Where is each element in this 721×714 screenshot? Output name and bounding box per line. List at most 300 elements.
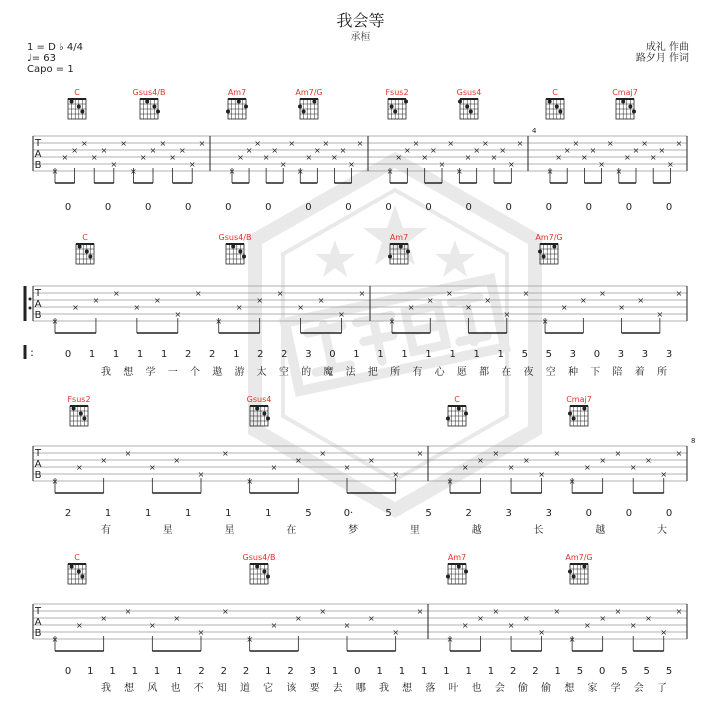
pluck-mark: × (416, 607, 424, 616)
jianpu-note: 1 (465, 666, 472, 677)
chord-name: Am7 (389, 233, 409, 242)
jianpu-note: 0 (665, 202, 673, 213)
pluck-mark: × (538, 628, 545, 637)
jianpu-note: 1 (497, 349, 504, 360)
pluck-mark: × (339, 146, 347, 155)
chord-finger-dot (80, 110, 84, 114)
lyric-character: 学 (145, 367, 156, 378)
pluck-mark: × (367, 614, 375, 623)
pluck-mark: × (507, 621, 515, 630)
jianpu-note: 0 (599, 666, 606, 677)
jianpu-note: 1 (136, 349, 144, 360)
repeat-dot (29, 307, 32, 310)
pluck-mark: × (245, 146, 253, 155)
jianpu-note: 5 (305, 508, 312, 519)
chord-finger-dot (572, 417, 576, 421)
chord-finger-dot (156, 110, 160, 114)
jianpu-note: 1 (233, 349, 240, 360)
pluck-mark: × (51, 317, 59, 326)
pluck-mark: × (599, 614, 607, 623)
chord-finger-dot (255, 565, 259, 569)
chord-finger-dot (393, 110, 397, 114)
pluck-mark: × (319, 607, 327, 616)
pluck-mark: × (139, 153, 147, 162)
jianpu-note: 0 (329, 349, 336, 360)
chord-finger-dot (312, 100, 316, 104)
jianpu-note: 0 (425, 202, 432, 213)
jianpu-note: 2 (257, 349, 264, 360)
chord-finger-dot (568, 570, 572, 574)
lyric-character: 把 (367, 367, 378, 378)
pluck-mark: × (197, 628, 205, 637)
chord-name: Am7 (447, 553, 467, 562)
singer-name: 承桓 (350, 32, 371, 43)
pluck-mark: × (618, 303, 625, 312)
pluck-mark: × (584, 621, 591, 630)
jianpu-note: 1 (265, 508, 272, 519)
pluck-mark: × (492, 607, 500, 616)
pluck-mark: × (358, 289, 366, 298)
jianpu-note: 1 (153, 666, 161, 677)
pluck-mark: × (348, 160, 355, 169)
pluck-mark: × (100, 456, 108, 465)
pluck-mark: × (294, 614, 302, 623)
chord-finger-dot (457, 565, 461, 569)
pluck-mark: × (481, 139, 489, 148)
pluck-mark: × (288, 139, 296, 148)
chord-finger-dot (542, 255, 546, 259)
jianpu-note: 0 (585, 508, 593, 519)
chord-finger-dot (465, 105, 469, 109)
jianpu-note: 1 (331, 666, 339, 677)
pluck-mark: × (446, 635, 454, 644)
pluck-mark: × (407, 303, 415, 312)
jianpu-note: 1 (185, 508, 192, 519)
pluck-mark: × (173, 456, 181, 465)
pluck-mark: × (386, 167, 394, 176)
pluck-mark: × (90, 153, 98, 162)
pluck-mark: × (522, 614, 530, 623)
lyric-character: 有 (412, 367, 423, 378)
lyric-character: 夜 (523, 367, 534, 378)
pluck-mark: × (675, 607, 683, 616)
lyric-character: 心 (434, 367, 445, 378)
chord-name: Am7 (227, 88, 247, 97)
chord-finger-dot (548, 100, 552, 104)
pluck-mark: × (221, 607, 229, 616)
chord-name: C (74, 88, 80, 97)
lyric-character: 知 (216, 683, 227, 694)
lyric-character: 都 (479, 367, 490, 378)
chord-finger-dot (446, 417, 450, 421)
chord-finger-dot (538, 250, 542, 254)
pluck-mark: × (270, 463, 278, 472)
chord-finger-dot (238, 250, 242, 254)
jianpu-note: 5 (385, 508, 392, 519)
lyric-character: 个 (189, 367, 200, 378)
chord-finger-dot (582, 565, 586, 569)
pluck-mark: × (159, 139, 167, 148)
chord-finger-dot (266, 575, 270, 579)
lyric-character: 想 (402, 683, 413, 694)
chord-name: Am7/G (565, 553, 593, 562)
lyric-character: 越 (471, 525, 482, 536)
pluck-mark: × (637, 296, 645, 305)
jianpu-note: 1 (487, 666, 495, 677)
chord-finger-dot (80, 575, 84, 579)
jianpu-note: 1 (376, 666, 383, 677)
chord-finger-dot (77, 570, 81, 574)
jianpu-note: 0 (465, 202, 472, 213)
jianpu-note: 0 (354, 666, 361, 677)
pluck-mark: × (579, 296, 587, 305)
jianpu-note: 1 (225, 508, 232, 519)
chord-finger-dot (226, 110, 230, 114)
lyric-character: 一 (167, 367, 178, 378)
pluck-mark: × (322, 139, 330, 148)
jianpu-note: 0 (625, 508, 633, 519)
tab-clef-letter: T (34, 138, 42, 149)
pluck-mark: × (568, 477, 576, 486)
pluck-mark: × (606, 139, 614, 148)
pluck-mark: × (148, 621, 156, 630)
jianpu-note: 1 (377, 349, 384, 360)
chord-finger-dot (457, 407, 461, 411)
jianpu-note: 5 (576, 666, 584, 677)
lyric-character: 道 (240, 683, 250, 694)
pluck-mark: × (473, 146, 481, 155)
jianpu-note: 1 (88, 349, 96, 360)
measure-number: 8 (691, 437, 696, 445)
jianpu-note: 2 (198, 666, 205, 677)
jianpu-note: 2 (532, 666, 539, 677)
pluck-mark: × (100, 146, 108, 155)
jianpu-note: 5 (545, 349, 552, 360)
pluck-mark: × (629, 463, 637, 472)
lyric-character: 想 (564, 683, 575, 694)
pluck-mark: × (72, 303, 79, 312)
jianpu-note: 3 (617, 349, 625, 360)
lyric-character: 种 (568, 367, 579, 378)
pluck-mark: × (317, 296, 325, 305)
pluck-mark: × (270, 621, 278, 630)
chord-finger-dot (237, 100, 241, 104)
pluck-mark: × (331, 153, 338, 162)
pluck-mark: × (465, 303, 472, 312)
jianpu-note: 1 (104, 508, 112, 519)
pluck-mark: × (477, 614, 484, 623)
pluck-mark: × (356, 139, 364, 148)
lyric-character: 法 (345, 367, 356, 378)
pluck-mark: × (503, 310, 511, 319)
lyric-character: 的 (301, 367, 312, 378)
jianpu-note: 3 (545, 508, 552, 519)
pluck-mark: × (598, 160, 605, 169)
lyric-character: 空 (278, 367, 289, 378)
pluck-mark: × (113, 289, 120, 298)
chord-finger-dot (469, 110, 473, 114)
chord-name: Gsus4/B (218, 233, 252, 242)
chord-name: Gsus4/B (242, 553, 276, 562)
chord-finger-dot (82, 417, 86, 421)
pluck-mark: × (421, 153, 429, 162)
pluck-mark: × (555, 153, 562, 162)
pluck-mark: × (246, 477, 254, 486)
pluck-mark: × (110, 160, 118, 169)
jianpu-note: 1 (109, 666, 116, 677)
jianpu-note: 1 (398, 666, 406, 677)
lyric-character: 也 (471, 683, 482, 694)
pluck-mark: × (624, 153, 631, 162)
pluck-mark: × (319, 449, 327, 458)
pluck-mark: × (51, 477, 59, 486)
pluck-mark: × (130, 167, 137, 176)
pluck-mark: × (179, 146, 186, 155)
chord-finger-dot (558, 110, 562, 114)
chord-finger-dot (266, 417, 270, 421)
pluck-mark: × (271, 146, 279, 155)
pluck-mark: × (120, 139, 127, 148)
pluck-mark: × (645, 456, 652, 465)
pluck-mark: × (568, 635, 576, 644)
pluck-mark: × (484, 296, 492, 305)
pluck-mark: × (446, 289, 453, 298)
lyric-character: 家 (587, 683, 598, 694)
chord-name: Fsus2 (67, 395, 91, 404)
chord-finger-dot (404, 100, 408, 104)
pluck-mark: × (403, 146, 411, 155)
jianpu-note: 2 (220, 666, 228, 677)
lyric-character: 要 (309, 683, 320, 694)
pluck-mark: × (599, 289, 606, 298)
lyric-character: 下 (590, 367, 601, 378)
jianpu-note: 0 (585, 202, 593, 213)
jianpu-note: 1 (443, 666, 450, 677)
pluck-mark: × (188, 160, 196, 169)
pluck-mark: × (499, 146, 507, 155)
pluck-mark: × (367, 456, 375, 465)
pluck-mark: × (572, 139, 580, 148)
pluck-mark: × (560, 303, 568, 312)
jianpu-note: 2 (209, 349, 216, 360)
pluck-mark: × (276, 289, 284, 298)
jianpu-note: 0 (64, 349, 72, 360)
lyric-character: 愿 (456, 367, 467, 378)
pluck-mark: × (228, 167, 236, 176)
jianpu-note: 0 (385, 202, 392, 213)
tab-clef-letter: A (34, 299, 42, 310)
jianpu-note: 5 (643, 666, 650, 677)
jianpu-note: 5 (521, 349, 528, 360)
chord-finger-dot (555, 105, 559, 109)
pluck-mark: × (516, 139, 524, 148)
pluck-mark: × (343, 463, 351, 472)
jianpu-note: 1 (473, 349, 480, 360)
lyric-character: 所 (390, 367, 401, 378)
pluck-mark: × (477, 456, 484, 465)
song-title: 我会等 (336, 11, 385, 30)
chord-finger-dot (262, 570, 266, 574)
pluck-mark: × (174, 310, 182, 319)
jianpu-note: 0 (545, 202, 552, 213)
chord-finger-dot (255, 407, 259, 411)
pluck-mark: × (296, 167, 304, 176)
pluck-mark: × (522, 456, 530, 465)
pluck-mark: × (446, 477, 454, 486)
chord-finger-dot (464, 412, 468, 416)
jianpu-note: 0 (104, 202, 112, 213)
chord-finger-dot (552, 245, 556, 249)
pluck-mark: × (416, 449, 424, 458)
jianpu-note: 0 (305, 202, 312, 213)
pluck-mark: × (660, 470, 668, 479)
tab-clef-letter: A (34, 617, 42, 628)
pluck-mark: × (75, 463, 83, 472)
chord-name: Fsus2 (385, 88, 409, 97)
jianpu-note: 1 (87, 666, 94, 677)
pluck-mark: × (51, 167, 59, 176)
pluck-mark: × (447, 139, 455, 148)
pluck-mark: × (629, 621, 637, 630)
jianpu-note: 3 (665, 349, 673, 360)
pluck-mark: × (313, 146, 321, 155)
pluck-mark: × (649, 153, 657, 162)
pluck-mark: × (464, 153, 472, 162)
pluck-mark: × (75, 621, 83, 630)
jianpu-note: 1 (449, 349, 456, 360)
jianpu-note: 3 (641, 349, 649, 360)
jianpu-note: 1 (131, 666, 138, 677)
lyric-character: 所 (657, 367, 667, 378)
pluck-mark: × (538, 470, 545, 479)
pluck-mark: × (173, 614, 181, 623)
chord-finger-dot (79, 412, 83, 416)
lyric-character: 大 (657, 525, 667, 536)
tab-clef-letter: B (34, 160, 42, 171)
pluck-mark: × (256, 296, 264, 305)
tab-clef-letter: T (34, 606, 42, 617)
pluck-mark: × (656, 310, 664, 319)
lyric-character: 了 (657, 683, 667, 694)
pluck-mark: × (100, 614, 108, 623)
jianpu-note: 0 (265, 202, 272, 213)
jianpu-note: 1 (144, 508, 152, 519)
pluck-mark: × (148, 463, 156, 472)
chord-finger-dot (621, 100, 625, 104)
chord-name: Cmaj7 (566, 395, 592, 404)
tab-clef-letter: A (34, 459, 42, 470)
key-signature: 1 = D ♭ 4/4 (27, 42, 83, 53)
jianpu-note: 1 (420, 666, 428, 677)
pluck-mark: × (658, 146, 666, 155)
lyric-character: 落 (425, 683, 436, 694)
chord-finger-dot (302, 110, 306, 114)
pluck-mark: × (429, 146, 437, 155)
jianpu-note: 0 (345, 202, 352, 213)
lyric-character: 星 (224, 525, 235, 536)
tab-clef-letter: B (34, 628, 42, 639)
chord-name: C (552, 88, 558, 97)
chord-finger-dot (152, 105, 156, 109)
chord-finger-dot (242, 255, 246, 259)
pluck-mark: × (660, 628, 668, 637)
pluck-mark: × (426, 296, 434, 305)
jianpu-note: 2 (242, 666, 250, 677)
pluck-mark: × (615, 167, 623, 176)
lyric-character: 想 (123, 367, 134, 378)
lyric-character: 去 (332, 683, 343, 694)
lyric-character: 它 (263, 683, 274, 694)
jianpu-note: 2 (64, 508, 72, 519)
pluck-mark: × (198, 139, 206, 148)
pluck-mark: × (124, 607, 132, 616)
jianpu-note: 0 (64, 202, 72, 213)
pluck-mark: × (197, 470, 205, 479)
chord-finger-dot (298, 105, 302, 109)
pluck-mark: × (92, 296, 100, 305)
pluck-mark: × (599, 456, 607, 465)
lyric-character: 我 (101, 367, 111, 378)
jianpu-note: 0 (185, 202, 192, 213)
pluck-mark: × (343, 621, 351, 630)
chord-finger-dot (388, 255, 392, 259)
lyric-character: 会 (494, 683, 505, 694)
jianpu-note: 1 (112, 349, 120, 360)
chord-finger-dot (390, 105, 394, 109)
lyric-character: 在 (286, 525, 297, 536)
jianpu-note: 0· (343, 508, 354, 519)
jianpu-note: 0 (665, 508, 673, 519)
jianpu-note: 1 (160, 349, 168, 360)
chord-name: Am7/G (295, 88, 323, 97)
chord-finger-dot (78, 245, 82, 249)
chord-finger-dot (628, 105, 632, 109)
composer-credit: 成礼 作曲 (645, 42, 689, 53)
lyric-character: 在 (501, 367, 512, 378)
capo-marking: Capo = 1 (27, 64, 74, 75)
lyric-character: 偷 (518, 683, 528, 694)
pluck-mark: × (392, 470, 400, 479)
lyric-character: 空 (545, 367, 556, 378)
pluck-mark: × (490, 153, 498, 162)
pluck-mark: × (438, 160, 446, 169)
pluck-mark: × (461, 621, 469, 630)
chord-name: Gsus4/B (132, 88, 166, 97)
pluck-mark: × (254, 139, 261, 148)
pluck-mark: × (641, 139, 648, 148)
jianpu-note: 1 (425, 349, 432, 360)
pluck-mark: × (149, 146, 157, 155)
chord-finger-dot (406, 250, 410, 254)
lyric-character: 游 (234, 367, 245, 378)
pluck-mark: × (461, 463, 469, 472)
chord-name: C (74, 553, 80, 562)
lyric-character: 不 (193, 683, 204, 694)
chord-finger-dot (145, 100, 149, 104)
lyric-character: 魔 (323, 367, 334, 378)
pluck-mark: × (221, 449, 229, 458)
chord-finger-dot (244, 105, 248, 109)
lyric-character: 星 (162, 525, 173, 536)
jianpu-note: 3 (309, 666, 317, 677)
pluck-mark: × (215, 317, 223, 326)
lyric-character: 着 (634, 367, 645, 378)
pluck-mark: × (297, 303, 304, 312)
chord-name: Gsus4 (456, 88, 482, 97)
repeat-dots-numbered: : (30, 346, 34, 359)
chord-finger-dot (572, 575, 576, 579)
chord-finger-dot (77, 105, 81, 109)
